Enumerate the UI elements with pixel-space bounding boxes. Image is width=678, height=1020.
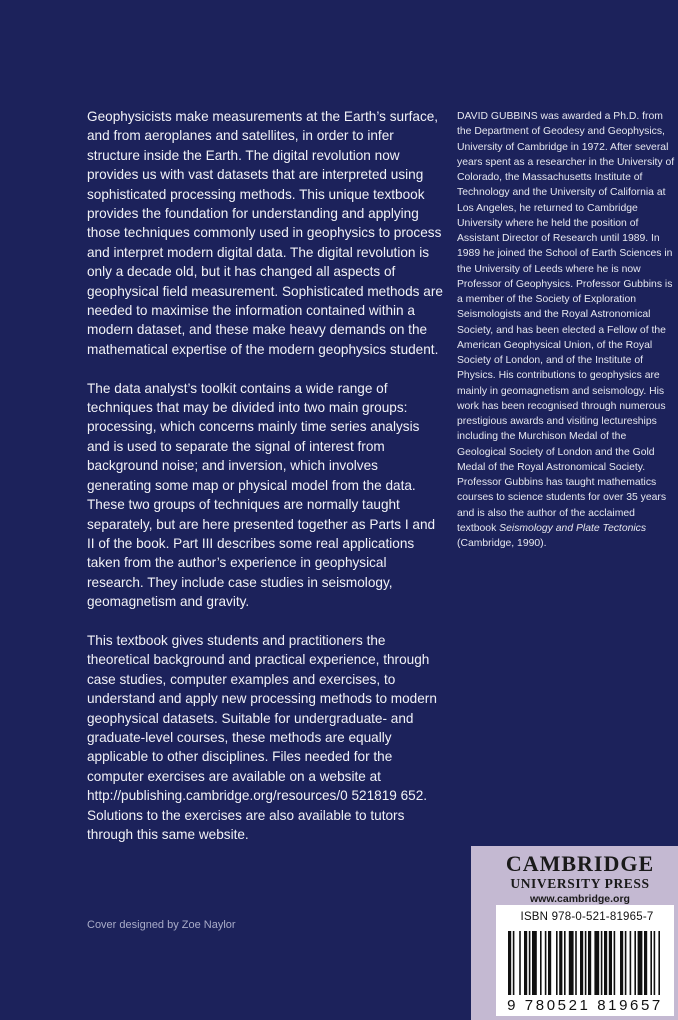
author-bio-book-suffix: (Cambridge, 1990). xyxy=(457,538,547,549)
barcode-digits: 9 780521 819657 xyxy=(507,997,663,1014)
publisher-website: www.cambridge.org xyxy=(530,893,630,905)
isbn-label: ISBN 978-0-521-81965-7 xyxy=(520,911,654,923)
cover-credit: Cover designed by Zoe Naylor xyxy=(87,919,236,931)
author-bio-book-title: Seismology and Plate Tectonics xyxy=(499,522,647,534)
author-bio xyxy=(457,109,677,551)
publisher-name: CAMBRIDGE xyxy=(505,851,655,876)
blurb-paragraph-1: Geophysicists make measurements at the Earth’s surface, and from aeroplanes and satellites, in order to infer structure inside the Earth. The digital revolution now provides us with vast datasets that are interpreted using sophisticated processing methods. This unique textbook provides the foundation for understanding and applying those techniques commonly used in geophysics to process and interpret modern digital data. The digital revolution is only a decade old, but it has changed all aspects of geophysical field measurement. Sophisticated methods are needed to maximise the information contained within a modern dataset, and these make heavy demands on the mathematical expertise of the modern geophysics student. xyxy=(87,109,443,357)
author-bio-text: DAVID GUBBINS was awarded a Ph.D. from the Department of Geodesy and Geophysics, University of Cambridge in 1972. After several years spent as a researcher in the University of Colorado, the Massachusetts Institute of Technology and the University of California at Los Angeles, he returned to Cambridge University where he held the position of Assistant Director of Research until 1989. In 1989 he joined the School of Earth Sciences in the University of Leeds where he is now Professor of Geophysics. Professor Gubbins is a member of the Society of Exploration Seismologists and the Royal Astronomical Society, and has been elected a Fellow of the American Geophysical Union, of the Royal Society of London, and of the Institute of Physics. His contributions to geophysics are mainly in geomagnetism and seismology. His work has been recognised through numerous prestigious awards and visiting lectureships including the Murchison Medal of the Geological Society of London and the Gold Medal of the Royal Astronomical Society. Professor Gubbins has taught mathematics courses to science students for over 35 years and is also the author of the acclaimed textbook xyxy=(457,111,675,534)
blurb-paragraph-2: The data analyst’s toolkit contains a wide range of techniques that may be divided into two main groups: processing, which concerns mainly time series analysis and is used to separate the signal of interest from background noise; and inversion, which involves generating some map or physical model from the data. These two groups of techniques are normally taught separately, but are here presented together as Parts I and II of the book. Part III describes some real applications taken from the author’s experience in geophysical research. They include case studies in seismology, geomagnetism and gravity. xyxy=(87,380,436,610)
blurb-column xyxy=(87,107,445,864)
publisher-press: UNIVERSITY PRESS xyxy=(510,876,650,891)
barcode-icon xyxy=(496,929,674,997)
barcode-panel xyxy=(496,905,674,1016)
blurb-paragraph-3: This textbook gives students and practitioners the theoretical background and practical experience, through case studies, computer examples and exercises, to understand and apply new processing methods to modern geophysical datasets. Suitable for undergraduate- and graduate-level courses, these methods are equally applicable to other disciplines. Files needed for the computer exercises are available on a website at http://publishing.cambridge.org/resources/0 521819 652. Solutions to the exercises are also available to tutors through this same website. xyxy=(87,632,437,842)
